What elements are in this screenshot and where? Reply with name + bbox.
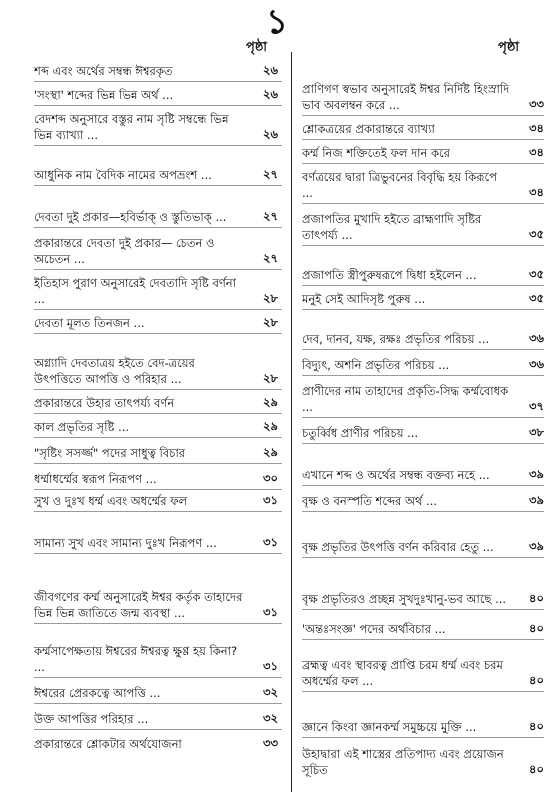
toc-entry-page: ৩৫ (529, 227, 544, 241)
toc-entry-title: ধর্ম্মাধর্ম্মের স্বরূপ নিরূপণ ... (34, 472, 157, 486)
toc-entry-title: 'সংস্থা' শব্দের ভিন্ন ভিন্ন অর্থ ... (34, 88, 174, 102)
toc-entry-page: ৪০ (529, 591, 544, 605)
toc-entry (34, 310, 282, 334)
toc-entry (302, 418, 544, 444)
toc-entry (302, 164, 544, 204)
toc-entry (34, 82, 282, 106)
left-page-column-header: পৃষ্ঠা (246, 40, 268, 55)
toc-entry (302, 738, 544, 780)
toc-entry-page: ৪০ (529, 621, 544, 635)
toc-entry-title: এখানে শব্দ ও অর্থের সম্বন্ধ বক্তব্য নহে ... (302, 468, 490, 482)
toc-entry-title: প্রকারান্তরে শ্লোকটার অর্থযোজনা (34, 737, 182, 751)
toc-entry-title: উক্ত আপত্তির পরিহার ... (34, 712, 149, 726)
toc-entry (302, 116, 544, 140)
toc-entry (34, 438, 282, 464)
toc-entry-title: প্রকারান্তরে উহার তাৎপর্য্য বর্ণন (34, 396, 175, 410)
left-toc-column (34, 58, 282, 754)
toc-entry-title: ব্রহ্মত্ব এবং স্থাবরত্ব প্রাপ্তি চরম ধর্ম্ম এবং চরম অধর্ম্মের ফল ... (302, 658, 503, 688)
toc-entry (34, 58, 282, 82)
toc-entry-title: "সৃষ্টিং সসর্জ্জ" পদের সাধুত্ব বিচার (34, 446, 186, 460)
toc-entry (302, 58, 544, 116)
toc-entry (34, 186, 282, 228)
toc-entry-title: ঈশ্বরের প্রেরকত্বে আপত্তি ... (34, 686, 161, 700)
toc-entry (34, 678, 282, 704)
toc-entry-title: কর্ম্ম নিজ শক্তিতেই ফল দান করে (302, 146, 451, 160)
toc-entry-page: ৩৩ (263, 736, 278, 750)
toc-entry-page: ৩৪ (529, 145, 544, 159)
toc-entry-title: দেবতা মূলত তিনজন ... (34, 316, 145, 330)
toc-entry-title: 'অন্তঃসংজ্ঞ' পদের অর্থবিচার ... (302, 622, 446, 636)
toc-entry-title: বৃক্ষ প্রভৃতিরও প্রচ্ছন্ন সুখদুঃখানু-ভব আছে ... (302, 592, 507, 606)
toc-entry-page: ৩৫ (529, 267, 544, 281)
toc-entry-page: ৩১ (263, 659, 278, 673)
toc-entry (302, 204, 544, 246)
toc-entry (302, 512, 544, 558)
toc-entry-page: ২৭ (263, 251, 278, 265)
toc-entry-page: ২৬ (263, 63, 278, 77)
toc-entry-title: অগ্ন্যাদি দেবতাত্রয় হইতে বেদ-ত্রয়ের উৎপত্তিতে আপত্তি ও পরিহার ... (34, 356, 195, 386)
toc-entry-page: ৩৯ (529, 467, 544, 481)
toc-entry-page: ২৯ (263, 419, 278, 433)
toc-entry-page: ২৯ (263, 445, 278, 459)
page-number: ১ (265, 2, 289, 42)
toc-entry-page: ২৭ (263, 167, 278, 181)
toc-entry-page: ৪০ (529, 762, 544, 776)
toc-entry-page: ২৮ (263, 371, 278, 385)
toc-entry-page: ৩৭ (529, 399, 544, 413)
toc-entry (302, 640, 544, 692)
toc-entry-title: দেবতা দুই প্রকার—হবির্ভাক্ ও স্তুতিভাক্ ... (34, 210, 227, 224)
toc-entry (34, 704, 282, 730)
toc-entry (34, 414, 282, 438)
toc-entry-title: সামান্য সুখ এবং সামান্য দুঃখ নিরূপণ ... (34, 536, 217, 550)
toc-entry-page: ৩৫ (529, 291, 544, 305)
toc-entry-title: কর্ম্মসাপেক্ষতায় ঈশ্বরের ঈশ্বরত্ব ক্ষুণ্ণ হয় কিনা? ... (34, 644, 238, 674)
toc-entry (302, 286, 544, 310)
toc-entry (302, 692, 544, 738)
right-toc-column (302, 58, 544, 780)
toc-entry-page: ৩২ (263, 685, 278, 699)
toc-entry (302, 486, 544, 512)
toc-entry (302, 310, 544, 350)
toc-entry-page: ২৯ (263, 395, 278, 409)
toc-entry-title: প্রাণীদের নাম তাহাদের প্রকৃতি-সিদ্ধ কর্ম্মবোধক ... (302, 384, 509, 414)
toc-entry (302, 376, 544, 418)
toc-entry-page: ৩২ (263, 711, 278, 725)
toc-entry-title: দেব, দানব, যক্ষ, রক্ষঃ প্রভৃতির পরিচয় ... (302, 332, 490, 346)
toc-entry-title: প্রকারান্তরে দেবতা দুই প্রকার— চেতন ও অচেতন ... (34, 236, 215, 266)
right-page-column-header: পৃষ্ঠা (498, 40, 520, 55)
toc-entry (302, 246, 544, 286)
toc-entry-page: ৩৪ (529, 185, 544, 199)
toc-entry-title: প্রজাপতি স্ত্রীপুরুষরূপে দ্বিধা হইলেন ... (302, 268, 477, 282)
toc-entry-title: মনুই সেই আদিসৃষ্ট পুরুষ ... (302, 292, 426, 306)
toc-entry-page: ২৬ (263, 87, 278, 101)
toc-entry-page: ৪০ (529, 673, 544, 687)
toc-entry (34, 390, 282, 414)
toc-entry-title: শ্লোকত্রয়ের প্রকারান্তরে ব্যাখ্যা (302, 122, 435, 136)
toc-entry (34, 730, 282, 754)
toc-entry-page: ৩০ (263, 471, 278, 485)
toc-entry (34, 334, 282, 390)
toc-entry-page: ৩৬ (529, 331, 544, 345)
toc-entry-page: ৩১ (263, 493, 278, 507)
toc-entry-page: ৩৩ (529, 97, 544, 111)
toc-entry (34, 490, 282, 512)
toc-entry-page: ২৮ (263, 291, 278, 305)
toc-entry-page: ৩৮ (529, 425, 544, 439)
toc-entry-title: বৃক্ষ প্রভৃতির উৎপত্তি বর্ণন করিবার হেতু ... (302, 540, 494, 554)
toc-entry (34, 464, 282, 490)
toc-entry-page: ৩৯ (529, 539, 544, 553)
toc-entry-page: ২৮ (263, 315, 278, 329)
toc-entry-page: ৩১ (263, 535, 278, 549)
toc-entry-title: কাল প্রভৃতির সৃষ্টি ... (34, 420, 130, 434)
toc-entry (302, 444, 544, 486)
toc-entry (34, 106, 282, 146)
toc-entry-title: চতুর্ব্বিধ প্রাণীর পরিচয় ... (302, 426, 419, 440)
toc-entry-title: জ্ঞানে কিংবা জ্ঞানকর্ম্ম সমুচ্চয়ে মুক্তি ... (302, 720, 477, 734)
toc-entry-title: ইতিহাস পুরাণ অনুসারেই দেবতাদি সৃষ্টি বর্ণনা ... (34, 276, 236, 306)
toc-entry (34, 146, 282, 186)
toc-entry-title: শব্দ এবং অর্থের সম্বন্ধ ঈশ্বরকৃত (34, 64, 173, 78)
toc-entry-title: বৃক্ষ ও বনস্পতি শব্দের অর্থ ... (302, 494, 438, 508)
toc-entry-title: সুখ ও দুঃখ ধর্ম্ম এবং অধর্ম্মের ফল (34, 494, 188, 508)
toc-entry (34, 624, 282, 678)
toc-entry-title: আধুনিক নাম বৈদিক নামের অপভ্রংশ ... (34, 168, 212, 182)
toc-entry-title: উহাদ্বারা এই শাস্ত্রের প্রতিপাদ্য এবং প্রয়োজন সূচিত (302, 747, 504, 777)
column-divider (291, 52, 292, 792)
toc-entry-page: ২৬ (263, 127, 278, 141)
toc-entry-page: ৩৯ (529, 493, 544, 507)
toc-entry-page: ২৭ (263, 209, 278, 223)
toc-entry-title: বিদ্যুৎ, অশনি প্রভৃতির পরিচয় ... (302, 358, 450, 372)
toc-entry (34, 228, 282, 270)
toc-entry (302, 140, 544, 164)
toc-entry (302, 350, 544, 376)
toc-entry-title: প্রজাপতির মুখাদি হইতে ব্রাহ্মণাদি সৃষ্টির তাৎপর্য্য ... (302, 212, 482, 242)
toc-entry-page: ৪০ (529, 719, 544, 733)
toc-entry-title: জীবগণের কর্ম্ম অনুসারেই ঈশ্বর কর্তৃক তাহাদের ভিন্ন ভিন্ন জাতিতে জন্ম ব্যবস্থা ... (34, 590, 243, 620)
toc-entry-page: ৩৪ (529, 121, 544, 135)
toc-entry (302, 558, 544, 610)
toc-entry (34, 512, 282, 554)
toc-entry (34, 554, 282, 624)
toc-entry (34, 270, 282, 310)
toc-entry (302, 610, 544, 640)
toc-entry-title: বর্ণত্রয়ের দ্বারা ত্রিভুবনের বিবৃদ্ধি হয় কিরূপে ... (302, 170, 497, 200)
toc-entry-title: বেদশব্দ অনুসারে বস্তুর নাম সৃষ্টি সম্বন্ধে ভিন্ন ভিন্ন ব্যাখ্যা ... (34, 112, 229, 142)
toc-entry-page: ৩১ (263, 605, 278, 619)
toc-entry-page: ৩৬ (529, 357, 544, 371)
toc-entry-title: প্রাণিগণ স্বভাব অনুসারেই ঈশ্বর নির্দিষ্ট হিংস্রাদি ভাব অবলম্বন করে ... (302, 82, 510, 112)
